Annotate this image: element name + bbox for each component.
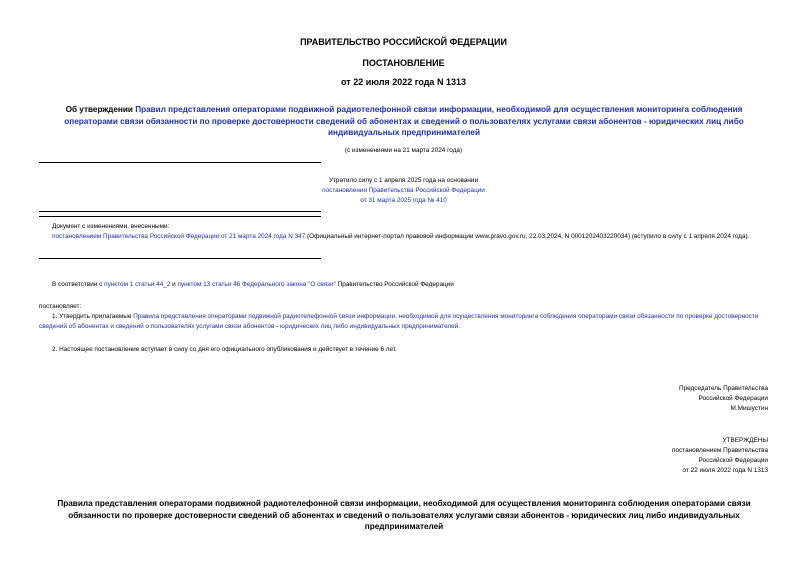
government-heading: ПРАВИТЕЛЬСТВО РОССИЙСКОЙ ФЕДЕРАЦИИ	[300, 37, 507, 47]
basis-paragraph	[52, 280, 767, 290]
rules-title: Правила представления операторами подвижной радиотелефонной связи информации, необходимой для осуществления мониторинга соблюдения операторами связи обязанности по проверке достоверности сведений об абонентах и сведений о пользователях услугами связи абонентов - юридических лиц либо индивидуальных предпринимателей	[57, 499, 751, 531]
basis-conjunction: и	[170, 281, 178, 288]
changes-resolution-link[interactable]: постановлением Правительства Российской Федерации от 21 марта 2024 года N 347	[52, 233, 306, 240]
signature-name: М.Мишустин	[730, 405, 768, 412]
amendment-note: (с изменениями на 21 марта 2024 года)	[344, 147, 463, 154]
divider-line	[39, 211, 321, 212]
expired-resolution-link[interactable]: постановления Правительства Российской Федерации	[322, 187, 485, 194]
document-date-number: от 22 июля 2022 года N 1313	[341, 77, 466, 87]
changes-intro: Документ с изменениями, внесенными:	[52, 223, 170, 230]
item-1	[39, 312, 769, 332]
title-prefix: Об утверждении	[65, 105, 136, 114]
expired-line1: Утратило силу с 1 апреля 2025 года на основании	[328, 177, 479, 184]
signature-country: Российской Федерации	[698, 395, 768, 402]
law-article-44-link[interactable]: пунктом 1 статьи 44_2	[104, 281, 171, 288]
approved-country: Российской Федерации	[698, 457, 768, 464]
law-article-46-link[interactable]: пунктом 13 статьи 46 Федерального закона "О связи"	[177, 281, 336, 288]
divider-line	[39, 258, 321, 259]
approved-by: постановлением Правительства	[672, 447, 768, 454]
signature-position: Председатель Правительства	[679, 385, 768, 392]
item-2: 2. Настоящее постановление вступает в силу со дня его официального опубликования и действует в течение 6 лет.	[52, 346, 397, 353]
basis-suffix: Правительство Российской Федерации	[335, 281, 454, 288]
signature-block	[679, 384, 768, 414]
item-1-suffix: .	[458, 323, 461, 330]
approved-label: УТВЕРЖДЕНЫ	[722, 437, 768, 444]
expired-resolution-date-link[interactable]: от 31 марта 2025 года № 410	[360, 197, 447, 204]
changes-publication-info: (Официальный интернет-портал правовой информации www.pravo.gov.ru, 22.03.2024, N 0001202403220034) (вступило в силу с 1 апреля 2024 года).	[305, 233, 750, 240]
basis-prefix: В соответствии с	[52, 281, 105, 288]
item-1-prefix: 1. Утвердить прилагаемые	[52, 313, 134, 320]
document-title	[48, 104, 760, 139]
approved-date: от 22 июля 2022 года N 1313	[682, 467, 768, 474]
item-1-rules-link[interactable]: Правила представления операторами подвижной радиотелефонной связи информации, необходимой для осуществления мониторинга соблюдения операторами связи обязанности по проверке достоверности сведений об абонентах и сведений о пользователях услугами связи абонентов - юридических лиц либо индивидуальных предпринимателей	[39, 313, 759, 330]
approved-block	[672, 436, 768, 476]
document-type-heading: ПОСТАНОВЛЕНИЕ	[362, 58, 445, 68]
divider-line	[39, 216, 321, 217]
divider-line	[39, 162, 321, 163]
changes-list	[39, 232, 769, 242]
title-rules-link[interactable]: Правил представления операторами подвижной радиотелефонной связи информации, необходимой для осуществления мониторинга соблюдения операторами связи обязанности по проверке достоверности сведений об абонентах и сведений о пользователях услугами связи абонентов - юридических лиц либо индивидуальных предпринимателей	[64, 105, 744, 137]
resolves-label: постановляет:	[39, 303, 82, 310]
